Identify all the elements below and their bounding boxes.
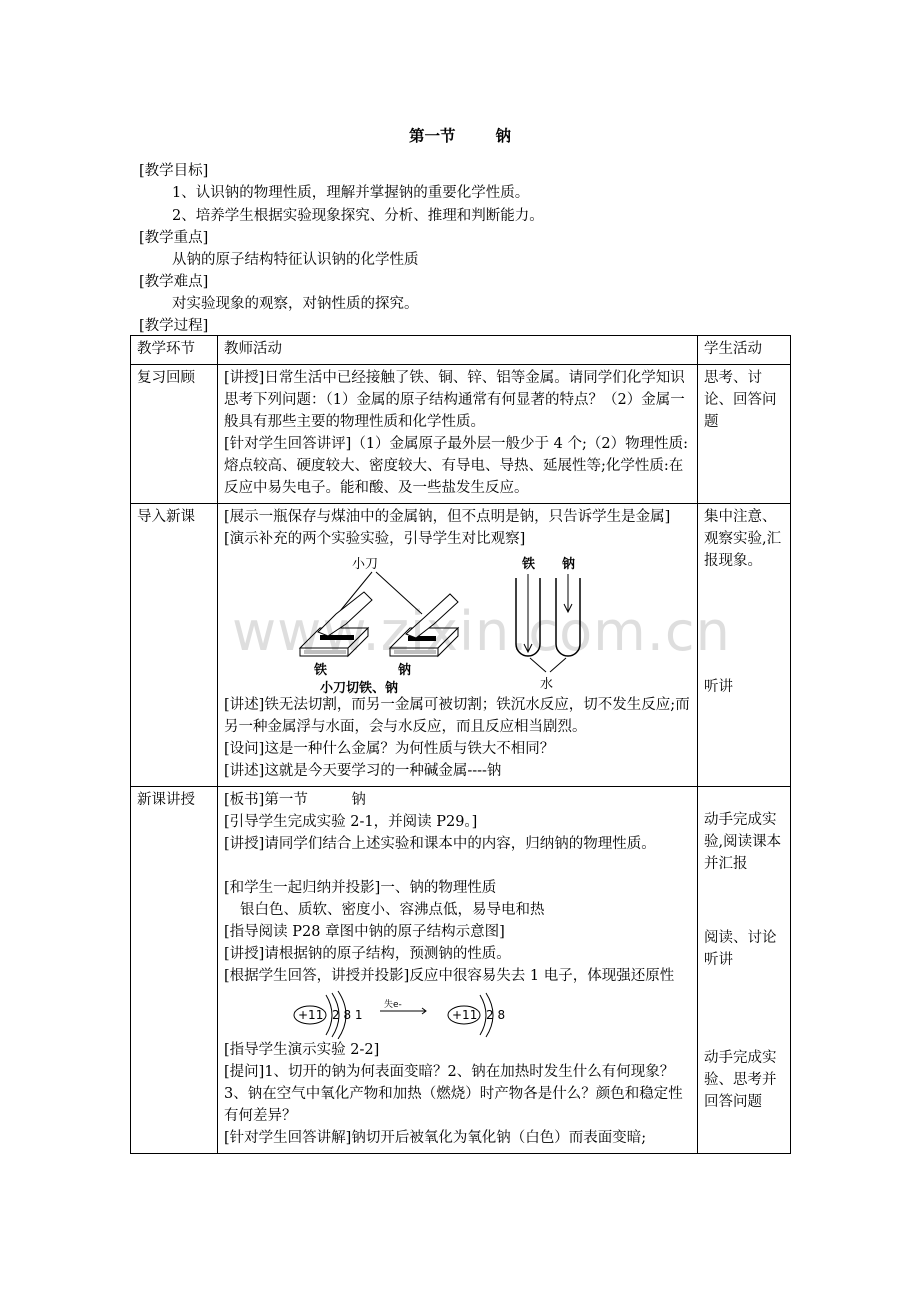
page-title — [0, 124, 920, 146]
difficulties-heading: [教学难点] — [139, 274, 209, 290]
process-heading: [教学过程] — [139, 318, 209, 334]
teacher-text: [讲述]这就是今天要学习的一种碱金属----钠 — [224, 763, 502, 779]
student-text: 听讲 — [704, 679, 733, 695]
ion-nucleus: +11 — [452, 1008, 478, 1022]
stage-cell: 复习回顾 — [131, 365, 218, 504]
teacher-text: [指导学生演示实验 2-2] — [224, 1042, 380, 1058]
teacher-text: [指导阅读 P28 章图中钠的原子结构示意图] — [224, 924, 505, 940]
key-points-text: 从钠的原子结构特征认识钠的化学性质 — [172, 252, 419, 268]
water-label: 水 — [540, 677, 554, 692]
teacher-cell — [218, 787, 698, 1154]
table-row — [131, 787, 791, 1154]
student-cell: 思考、讨论、回答问题 — [698, 365, 791, 504]
teacher-text: [演示补充的两个实验实验，引导学生对比观察] — [224, 531, 526, 547]
table-row — [131, 504, 791, 787]
tube-iron-label: 铁 — [522, 557, 536, 572]
table-header-row — [131, 336, 791, 365]
lesson-table — [130, 335, 791, 1154]
student-text: 集中注意、观察实验,汇报现象。 — [704, 509, 782, 569]
teacher-text: [讲授]请同学们结合上述实验和课本中的内容，归纳钠的物理性质。 — [224, 836, 656, 852]
difficulties-text: 对实验现象的观察，对钠性质的探究。 — [172, 296, 419, 312]
tube-sodium-label: 钠 — [562, 557, 576, 572]
stage-cell: 新课讲授 — [131, 787, 218, 1154]
teacher-cell — [218, 365, 698, 504]
teacher-text: [设问]这是一种什么金属？为何性质与铁大不相同？ — [224, 741, 555, 757]
watermark: www.zixin.com.cn — [232, 600, 731, 663]
student-text: 阅读、讨论听讲 — [704, 930, 777, 968]
teacher-text: [展示一瓶保存与煤油中的金属钠，但不点明是钠，只告诉学生是金属] — [224, 509, 671, 525]
student-text: 动手完成实验、思考并回答问题 — [704, 1050, 777, 1110]
knife-label: 小刀 — [352, 557, 379, 572]
teacher-text: [和学生一起归纳并投影]一、钠的物理性质 — [224, 880, 497, 896]
teacher-text: [提问]1、切开的钠为何表面变暗？2、钠在加热时发生什么有何现象？3、钠在空气中氧化产物和加热（燃烧）时产物各是什么？颜色和稳定性有何差异？ — [224, 1064, 683, 1124]
objectives-heading: [教学目标] — [139, 163, 209, 179]
student-text: 动手完成实验,阅读课本并汇报 — [704, 812, 782, 872]
header-stage: 教学环节 — [131, 336, 218, 365]
experiment-figure — [294, 554, 614, 694]
objective-1: 1、认识钠的物理性质，理解并掌握钠的重要化学性质。 — [172, 185, 530, 201]
sodium-label: 钠 — [398, 663, 412, 678]
iron-label: 铁 — [314, 663, 328, 678]
sodium-nucleus: +11 — [298, 1008, 324, 1022]
header-teacher: 教师活动 — [218, 336, 698, 365]
teacher-cell — [218, 504, 698, 787]
teacher-text: 银白色、质软、密度小、容沸点低，易导电和热 — [240, 902, 545, 918]
student-cell — [698, 504, 791, 787]
atomic-structure-diagram — [292, 987, 532, 1039]
test-tube-sodium — [556, 574, 580, 656]
table-row — [131, 365, 791, 504]
sodium-block — [390, 594, 458, 656]
test-tube-iron — [516, 574, 540, 656]
figure-caption: 小刀切铁、钠 — [320, 681, 399, 694]
arrow-label: 失e- — [384, 1000, 402, 1010]
stage-cell: 导入新课 — [131, 504, 218, 787]
header-student: 学生活动 — [698, 336, 791, 365]
teacher-text: [讲述]铁无法切割，而另一金属可被切割；铁沉水反应，切不发生反应;而另一种金属浮与水面，会与水反应，而且反应相当剧烈。 — [224, 697, 690, 735]
objective-2: 2、培养学生根据实验现象探究、分析、推理和判断能力。 — [172, 208, 544, 224]
teacher-text: [根据学生回答，讲授并投影]反应中很容易失去 1 电子，体现强还原性 — [224, 968, 675, 984]
title-sub: 钠 — [495, 126, 512, 145]
key-points-heading: [教学重点] — [139, 230, 209, 246]
teacher-text: [针对学生回答讲解]钠切开后被氧化为氧化钠（白色）而表面变暗; — [224, 1130, 647, 1146]
teacher-text: [讲授]请根据钠的原子结构，预测钠的性质。 — [224, 946, 511, 962]
teacher-text: [讲授]日常生活中已经接触了铁、铜、锌、铝等金属。请同学们化学知识思考下列问题：（1）金属的原子结构通常有何显著的特点？（2）金属一般具有那些主要的物理性质和化学性质。 — [224, 370, 685, 430]
sodium-ion — [448, 993, 505, 1037]
sodium-atom — [294, 991, 363, 1039]
teacher-text: [引导学生完成实验 2-1，并阅读 P29。] — [224, 814, 478, 830]
title-main: 第一节 — [408, 126, 456, 145]
teacher-text: [板书]第一节 钠 — [224, 792, 366, 808]
teacher-text: [针对学生回答讲评]（1）金属原子最外层一般少于 4 个;（2）物理性质:熔点较高、硬度较大、密度较大、有导电、导热、延展性等;化学性质:在反应中易失电子。能和酸、及一些盐发生反应。 — [224, 436, 688, 496]
ion-shells: 2 8 — [486, 1008, 506, 1022]
sodium-shells: 2 8 1 — [332, 1008, 363, 1022]
iron-block — [300, 592, 372, 656]
student-cell — [698, 787, 791, 1154]
